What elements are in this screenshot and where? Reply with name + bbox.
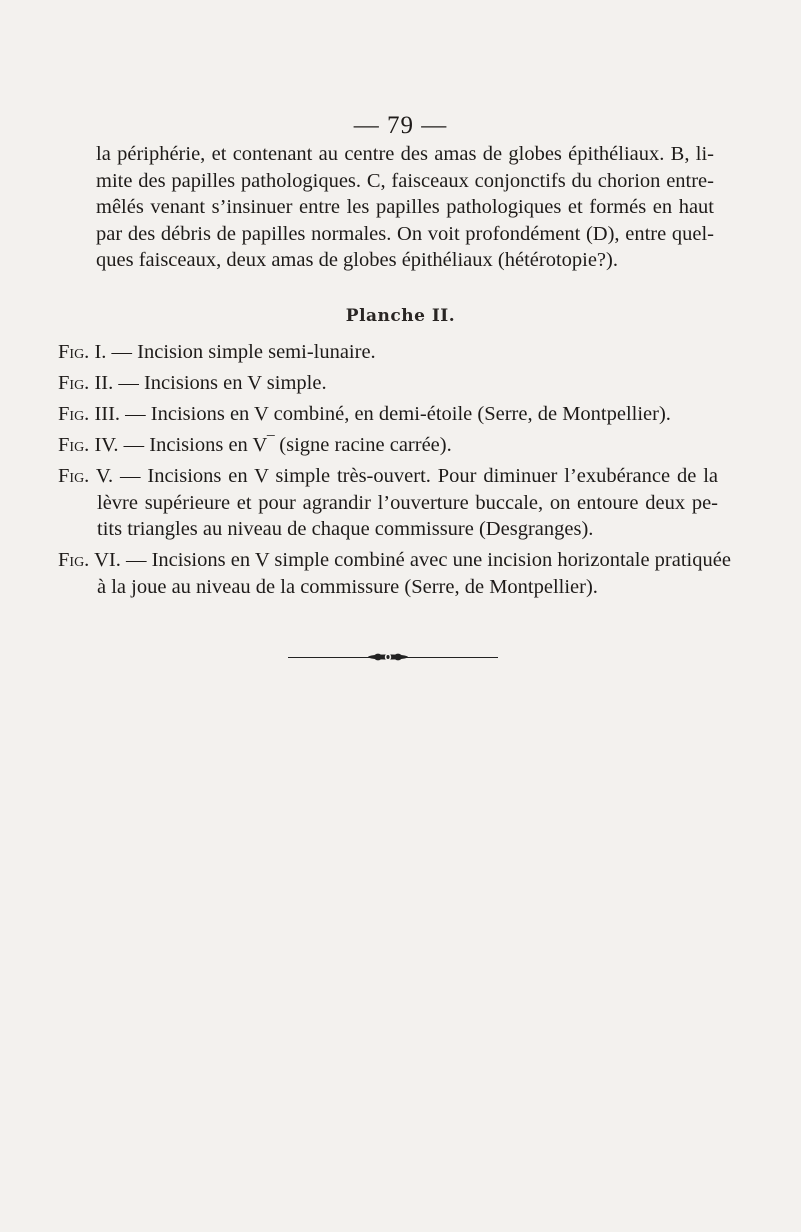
figure-text: II. — Incisions en V simple. (94, 372, 327, 394)
intro-paragraph (96, 141, 714, 274)
figure-list (58, 339, 731, 605)
figure-label: Fig. (58, 549, 90, 571)
figure-item (58, 370, 718, 397)
figure-label: Fig. (58, 403, 90, 425)
figure-line (58, 401, 718, 428)
figure-text: IV. — Incisions en V‾ (signe racine carrée). (94, 434, 452, 456)
figure-item (58, 463, 718, 543)
figure-line (58, 547, 731, 574)
ornament-icon (366, 653, 410, 661)
figure-item (58, 339, 718, 366)
figure-line (58, 370, 718, 397)
section-heading: Planche II. (345, 306, 456, 326)
figure-text: VI. — Incisions en V simple combiné avec une incision horizontale pratiquée (94, 549, 731, 571)
figure-text: III. — Incisions en V combiné, en demi-étoile (Serre, de Montpellier). (94, 403, 671, 425)
page-number: — 79 — (353, 112, 448, 139)
figure-label: Fig. (58, 372, 90, 394)
figure-line: lèvre supérieure et pour agrandir l’ouverture buccale, on entoure deux pe- (97, 491, 718, 514)
figure-item (58, 547, 731, 600)
figure-item (58, 401, 718, 428)
intro-line: ques faisceaux, deux amas de globes épithéliaux (hétérotopie?). (96, 249, 618, 271)
figure-line (58, 463, 718, 490)
intro-line: par des débris de papilles normales. On voit profondément (D), entre quel- (96, 222, 714, 245)
figure-line: à la joue au niveau de la commissure (Serre, de Montpellier). (97, 575, 598, 598)
figure-label: Fig. (58, 465, 90, 487)
figure-item (58, 432, 718, 459)
figure-label: Fig. (58, 434, 90, 456)
figure-line: tits triangles au niveau de chaque commissure (Desgranges). (97, 518, 594, 540)
figure-line (58, 432, 718, 459)
end-rule (288, 656, 498, 659)
intro-line: mite des papilles pathologiques. C, faisceaux conjonctifs du chorion entre- (96, 169, 714, 192)
intro-line: mêlés venant s’insinuer entre les papilles pathologiques et formés en haut (96, 196, 714, 218)
figure-line (58, 339, 718, 366)
figure-text: V. — Incisions en V simple très-ouvert. Pour diminuer l’exubérance de la (95, 465, 718, 487)
figure-text: I. — Incision simple semi-lunaire. (94, 341, 376, 363)
intro-line: la périphérie, et contenant au centre des amas de globes épithéliaux. B, li- (96, 143, 714, 165)
figure-label: Fig. (58, 341, 90, 363)
